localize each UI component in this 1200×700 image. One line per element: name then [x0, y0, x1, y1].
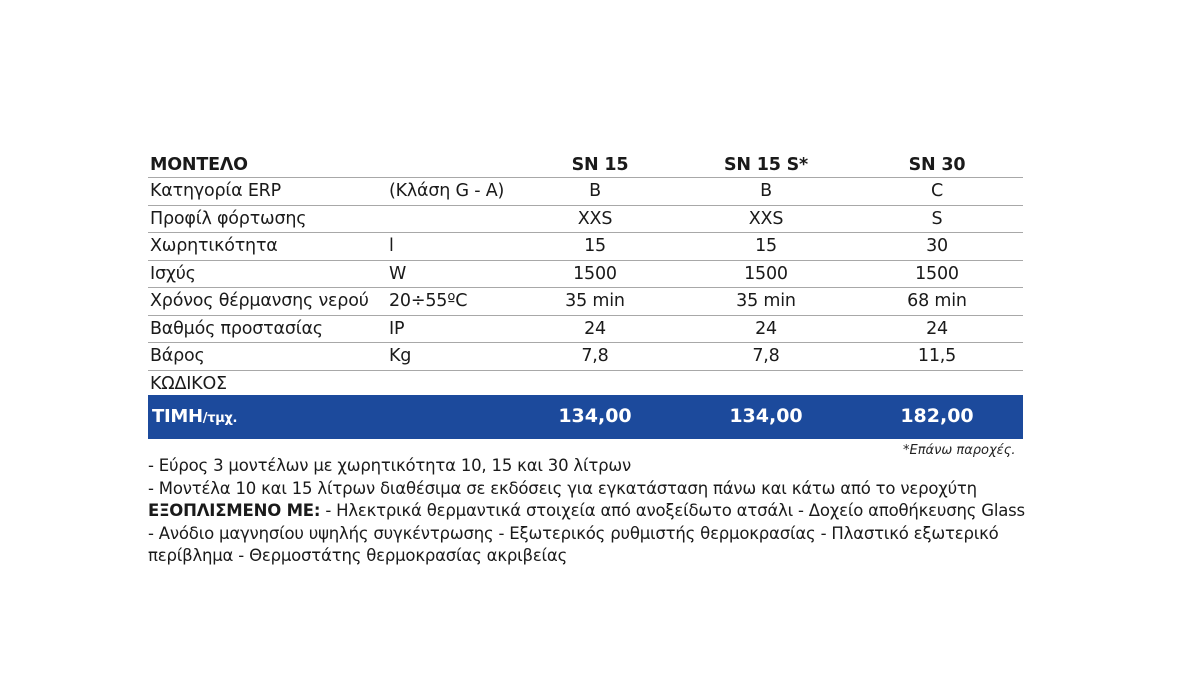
table-row-load-profile — [148, 206, 1023, 234]
note-line: - Μοντέλα 10 και 15 λίτρων διαθέσιμα σε εκδόσεις για εγκατάσταση πάνω και κάτω από το νεροχύτη — [148, 478, 977, 498]
row-value: 35 min — [736, 291, 796, 311]
row-value: 30 — [926, 236, 948, 256]
table-header-row — [148, 152, 1023, 178]
row-unit: Kg — [389, 346, 412, 366]
table-row-heating-time — [148, 288, 1023, 316]
row-value: 1500 — [915, 263, 959, 284]
header-model-sn30: SN 30 — [908, 155, 966, 175]
price-sn30: 182,00 — [900, 405, 974, 427]
row-label: Βάρος — [150, 346, 205, 366]
header-model-sn15: SN 15 — [571, 155, 629, 175]
table-row-protection — [148, 316, 1023, 344]
note-line: περίβλημα - Θερμοστάτης θερμοκρασίας ακριβείας — [148, 546, 568, 565]
code-label: ΚΩΔΙΚΟΣ — [150, 373, 227, 394]
equipment-label: ΕΞΟΠΛΙΣΜΕΝΟ ΜΕ: — [148, 501, 321, 520]
table-row-weight — [148, 343, 1023, 371]
note-line: - Εύρος 3 μοντέλων με χωρητικότητα 10, 15 και 30 λίτρων — [148, 456, 632, 475]
row-label: Ισχύς — [150, 263, 196, 284]
row-value: 7,8 — [752, 346, 780, 366]
row-label: Βαθμός προστασίας — [150, 318, 323, 339]
price-label-suffix: /τμχ. — [202, 411, 238, 426]
row-value: 1500 — [573, 263, 617, 284]
header-model-sn15s: SN 15 S* — [724, 155, 808, 175]
row-value: B — [760, 181, 772, 201]
row-value: 24 — [926, 318, 948, 339]
table-row-power — [148, 261, 1023, 289]
equipment-text: - Ηλεκτρικά θερμαντικά στοιχεία από ανοξείδωτο ατσάλι - Δοχείο αποθήκευσης Glass — [320, 501, 1025, 520]
table-row-capacity — [148, 233, 1023, 261]
row-label: Χωρητικότητα — [150, 236, 278, 256]
row-value: XXS — [748, 208, 784, 229]
row-value: B — [589, 181, 601, 201]
product-notes — [148, 455, 1028, 568]
price-bar — [148, 395, 1023, 439]
row-value: 1500 — [744, 263, 788, 284]
table-row-erp — [148, 178, 1023, 206]
row-value: C — [930, 181, 944, 201]
row-value: S — [931, 208, 943, 229]
row-value: 24 — [755, 318, 777, 339]
row-label: Προφίλ φόρτωσης — [150, 208, 307, 229]
price-label — [152, 406, 237, 427]
row-unit: W — [389, 263, 407, 284]
row-value: 35 min — [565, 291, 625, 311]
row-value: 24 — [584, 318, 606, 339]
row-value: 68 min — [907, 291, 967, 311]
footnote: *Επάνω παροχές. — [903, 443, 1016, 458]
row-label: Χρόνος θέρμανσης νερού — [150, 291, 369, 311]
row-value: 15 — [755, 236, 777, 256]
note-equipment-line — [148, 500, 1028, 523]
price-label-main: ΤΙΜΗ — [152, 406, 203, 427]
row-value: 15 — [584, 236, 606, 256]
row-unit: 20÷55ºC — [389, 291, 468, 311]
row-unit: l — [389, 236, 394, 256]
spec-table — [148, 152, 1023, 399]
price-sn15s: 134,00 — [729, 405, 803, 427]
row-unit: (Κλάση G - A) — [389, 181, 505, 201]
row-value: 7,8 — [581, 346, 609, 366]
row-unit: IP — [389, 318, 405, 339]
row-value: XXS — [577, 208, 613, 229]
note-line: - Ανόδιο μαγνησίου υψηλής συγκέντρωσης - Εξωτερικός ρυθμιστής θερμοκρασίας - Πλαστικό εξωτερικό — [148, 523, 999, 543]
price-sn15: 134,00 — [558, 405, 632, 427]
row-value: 11,5 — [917, 346, 957, 366]
header-model-label: ΜΟΝΤΕΛΟ — [150, 155, 248, 175]
row-label: Κατηγορία ERP — [150, 181, 281, 201]
